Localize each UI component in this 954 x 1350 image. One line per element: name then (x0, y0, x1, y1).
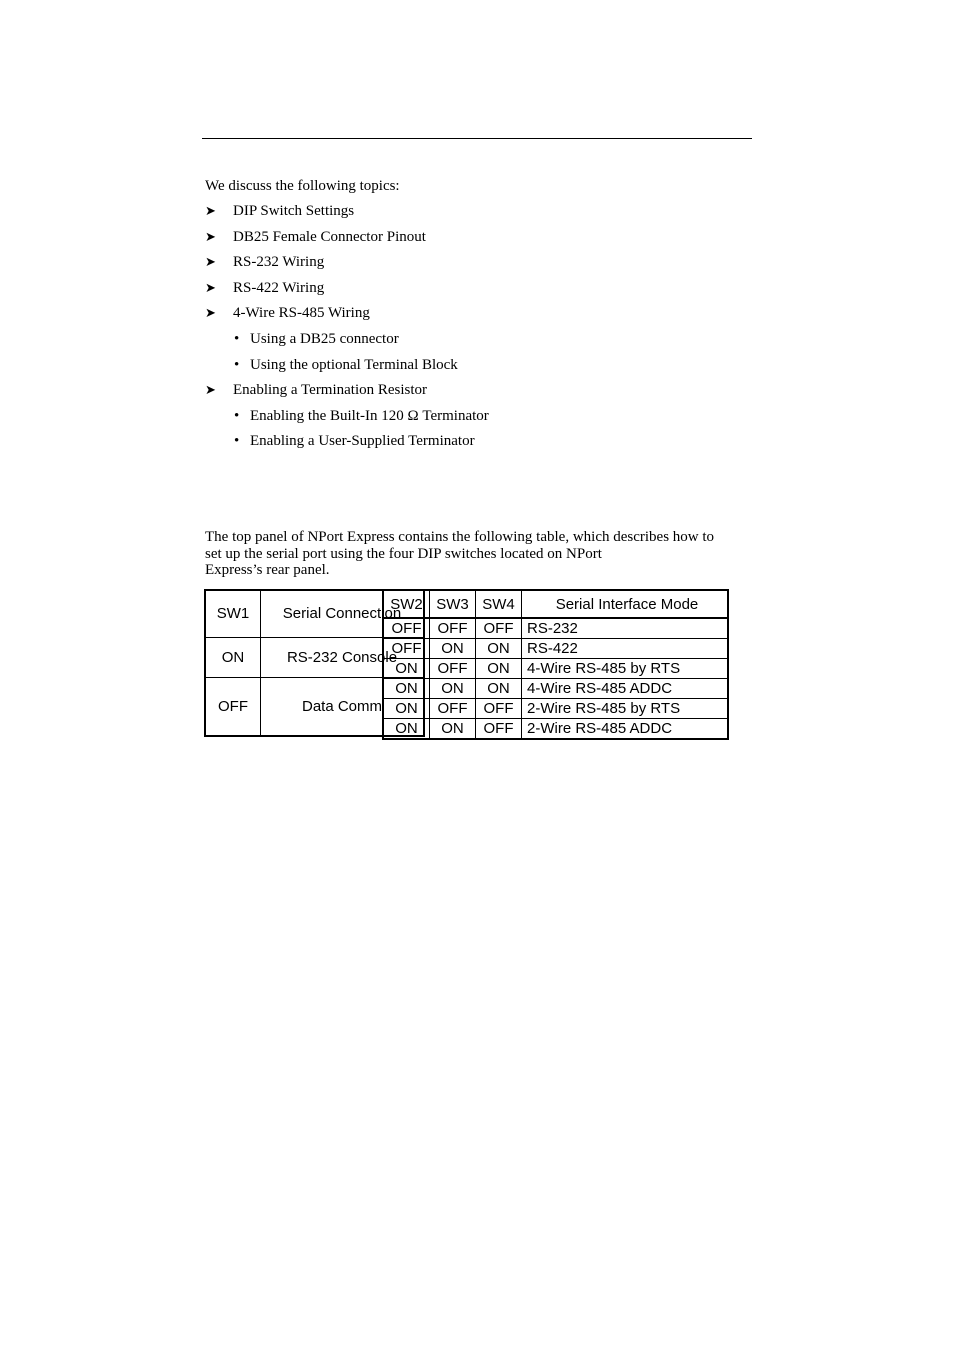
table-cell: OFF (430, 659, 476, 679)
header-rule (202, 138, 752, 139)
table-header-cell: SW2 (383, 590, 430, 618)
table-cell: ON (430, 639, 476, 659)
topic-label: 4-Wire RS-485 Wiring (233, 305, 370, 322)
topic-label: RS-232 Wiring (233, 254, 325, 271)
table-cell: 2-Wire RS-485 ADDC (522, 719, 729, 740)
subtopic-item (205, 329, 489, 355)
table-cell: ON (476, 659, 522, 679)
subtopic-item (205, 406, 489, 432)
table-cell: ON (476, 679, 522, 699)
topics-list (205, 201, 489, 457)
paragraph-line: The top panel of NPort Express contains the following table, which describes how to (205, 529, 715, 545)
table-cell: OFF (430, 618, 476, 639)
table-cell: ON (476, 639, 522, 659)
arrow-bullet-icon: ➤ (205, 279, 216, 295)
table-cell: RS-422 (522, 639, 729, 659)
paragraph-line: set up the serial port using the four DIP switches located on NPort (205, 545, 602, 562)
topic-item (205, 227, 489, 253)
dot-bullet-icon: • (234, 356, 240, 373)
topic-item (205, 303, 489, 380)
table-header-cell: Serial Interface Mode (522, 590, 729, 618)
table-cell: OFF (383, 639, 430, 659)
table-header-cell: SW1 (205, 590, 261, 637)
dip-switch-paragraph (205, 529, 765, 579)
table-cell: OFF (430, 699, 476, 719)
subtopic-label: Using a DB25 connector (250, 330, 399, 347)
table-cell: ON (383, 719, 430, 740)
subtopic-label: Using the optional Terminal Block (250, 356, 458, 373)
table-cell: ON (430, 719, 476, 740)
table-cell: RS-232 Console (261, 637, 425, 677)
subtopic-label: Enabling a User-Supplied Terminator (250, 433, 475, 450)
table-row (383, 659, 728, 679)
table-header-row (383, 590, 728, 618)
table-header-cell: SW4 (476, 590, 522, 618)
topic-item (205, 380, 489, 457)
arrow-bullet-icon: ➤ (205, 228, 216, 244)
table-cell: ON (430, 679, 476, 699)
table-cell: ON (383, 699, 430, 719)
dot-bullet-icon: • (234, 407, 240, 424)
arrow-bullet-icon: ➤ (205, 254, 216, 270)
table-cell: OFF (476, 719, 522, 740)
topic-item (205, 201, 489, 227)
subtopic-item (205, 355, 489, 381)
table-header-cell: Serial Connection (261, 590, 425, 637)
table-cell: RS-232 (522, 618, 729, 639)
table-cell: 4-Wire RS-485 ADDC (522, 679, 729, 699)
table-cell: ON (383, 679, 430, 699)
table-cell: 4-Wire RS-485 by RTS (522, 659, 729, 679)
topic-label: Enabling a Termination Resistor (233, 382, 428, 399)
table-cell: OFF (476, 699, 522, 719)
table-cell: ON (205, 637, 261, 677)
table-cell: 2-Wire RS-485 by RTS (522, 699, 729, 719)
dot-bullet-icon: • (234, 330, 240, 347)
subtopics-list (205, 406, 489, 457)
arrow-bullet-icon: ➤ (205, 382, 216, 398)
table-row (383, 618, 728, 639)
topic-item (205, 252, 489, 278)
subtopic-label: Enabling the Built-In 120 Ω Terminator (250, 407, 489, 424)
table-cell: Data Comm (261, 677, 425, 736)
table-row (383, 639, 728, 659)
topic-label: DIP Switch Settings (233, 203, 355, 219)
arrow-bullet-icon: ➤ (205, 305, 216, 321)
table-row (383, 719, 728, 740)
table-cell: OFF (205, 677, 261, 736)
table-row (383, 699, 728, 719)
topic-label: DB25 Female Connector Pinout (233, 228, 426, 245)
subtopics-list (205, 329, 489, 380)
table-header-cell: SW3 (430, 590, 476, 618)
dot-bullet-icon: • (234, 433, 240, 450)
table-row (383, 679, 728, 699)
intro-text: We discuss the following topics: (205, 178, 400, 194)
topic-item (205, 278, 489, 304)
arrow-bullet-icon: ➤ (205, 203, 216, 218)
paragraph-line: Express’s rear panel. (205, 562, 330, 578)
subtopic-item (205, 431, 489, 457)
topic-label: RS-422 Wiring (233, 279, 325, 296)
table-cell: ON (383, 659, 430, 679)
table-cell: OFF (476, 618, 522, 639)
serial-mode-table (382, 589, 729, 740)
table-cell: OFF (383, 618, 430, 639)
